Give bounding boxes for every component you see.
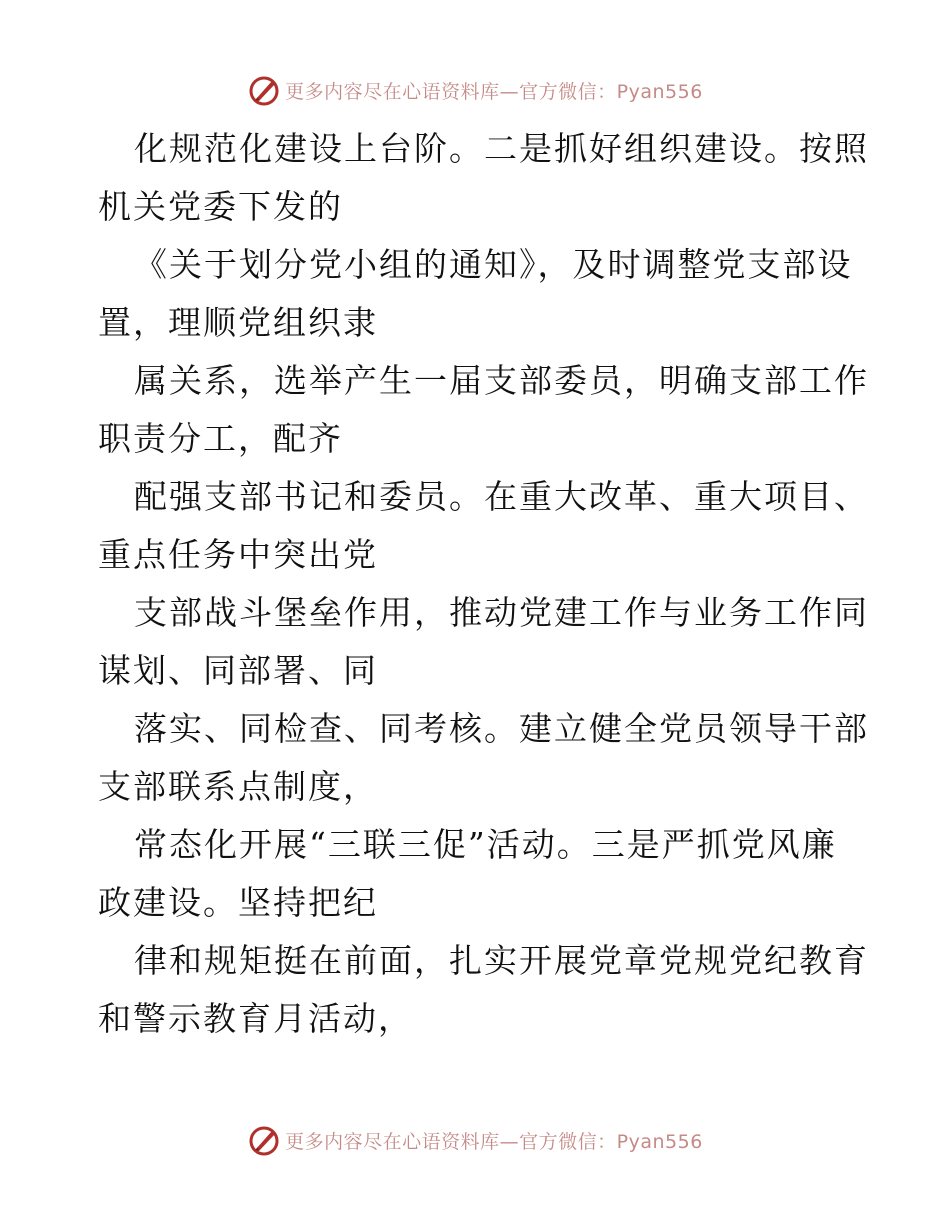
paragraph: [98, 236, 858, 352]
paragraph-line: 属关系，选举产生一届支部委员，明确支部工作: [134, 361, 869, 400]
paragraph-line: 落实、同检查、同考核。建立健全党员领导干部: [134, 709, 869, 748]
paragraph: [98, 700, 869, 816]
paragraph: [98, 932, 869, 1048]
paragraph-line: 置，理顺党组织隶: [98, 303, 378, 342]
paragraph: [98, 120, 869, 236]
document-body: [98, 120, 869, 1048]
paragraph: [98, 816, 858, 932]
paragraph-line: 重点任务中突出党: [98, 535, 378, 574]
paragraph-line: 和警示教育月活动，: [98, 999, 413, 1038]
header-banner-text: 更多内容尽在心语资料库—官方微信：Pyan556: [285, 80, 703, 103]
quill-pen-seal-icon: [247, 1123, 281, 1157]
paragraph-line: 《关于划分党小组的通知》，及时调整党支部设: [134, 245, 853, 284]
paragraph: [98, 584, 869, 700]
paragraph-line: 职责分工，配齐: [98, 419, 343, 458]
paragraph-line: 机关党委下发的: [98, 187, 343, 226]
paragraph-line: 支部联系点制度，: [98, 767, 378, 806]
quill-pen-seal-icon: [247, 73, 281, 107]
paragraph-line: 配强支部书记和委员。在重大改革、重大项目、: [134, 477, 869, 516]
header-banner: [0, 70, 950, 110]
paragraph-line: 谋划、同部署、同: [98, 651, 378, 690]
paragraph-line: 律和规矩挺在前面，扎实开展党章党规党纪教育: [134, 941, 869, 980]
footer-banner: [0, 1120, 950, 1160]
paragraph-line: 支部战斗堡垒作用，推动党建工作与业务工作同: [134, 593, 869, 632]
paragraph: [98, 468, 869, 584]
paragraph-line: 常态化开展“三联三促”活动。三是严抓党风廉: [134, 825, 837, 864]
footer-banner-text: 更多内容尽在心语资料库—官方微信：Pyan556: [285, 1130, 703, 1153]
paragraph: [98, 352, 869, 468]
paragraph-line: 政建设。坚持把纪: [98, 883, 378, 922]
paragraph-line: 化规范化建设上台阶。二是抓好组织建设。按照: [134, 129, 869, 168]
